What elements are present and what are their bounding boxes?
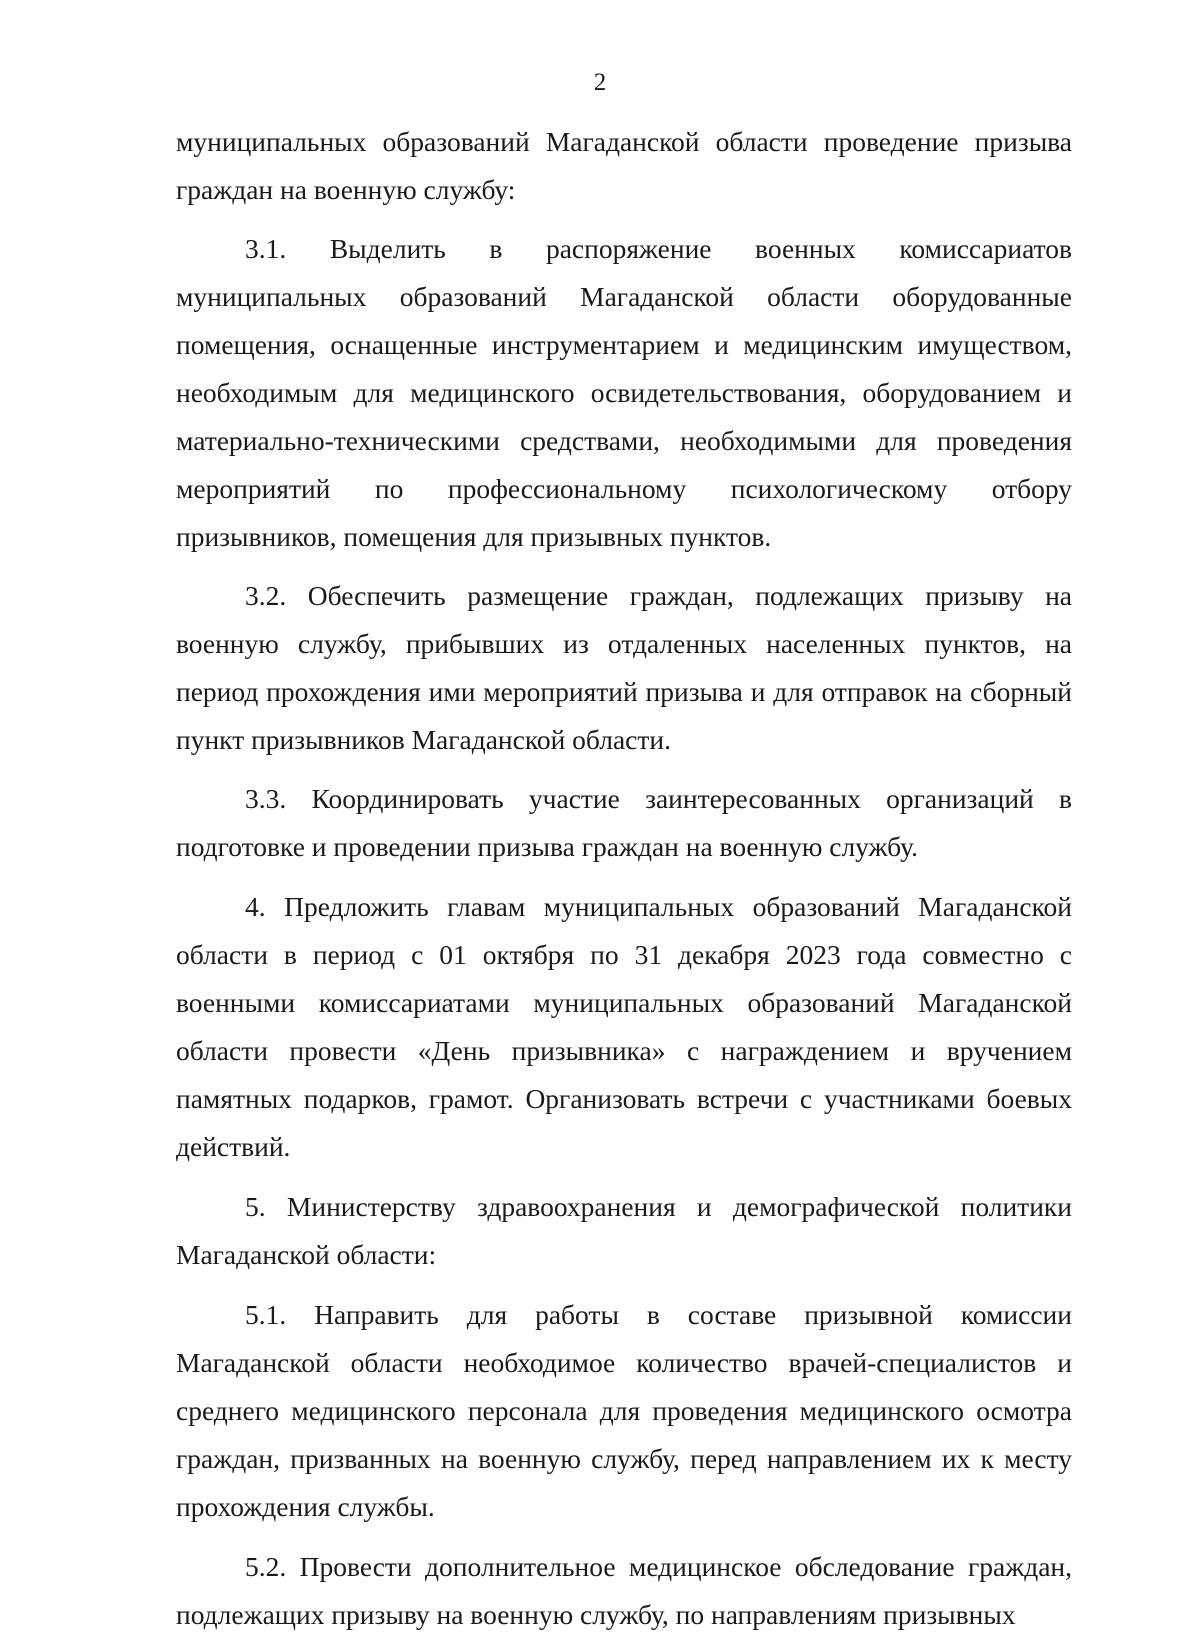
paragraph-3-3: 3.3. Координировать участие заинтересованных организаций в подготовке и проведении призыва граждан на военную службу. xyxy=(176,783,1072,862)
paragraph-5: 5. Министерству здравоохранения и демографической политики Магаданской области: xyxy=(176,1191,1072,1270)
paragraph-4: 4. Предложить главам муниципальных образований Магаданской области в период с 01 октября по 31 декабря 2023 года совместно с военными комиссариатами муниципальных образований Магаданской области провести «День призывника» с награждением и вручением памятных подарков, грамот. Организовать встречи с участниками боевых действий. xyxy=(176,891,1072,1162)
paragraph-5-1: 5.1. Направить для работы в составе призывной комиссии Магаданской области необходимое количество врачей-специалистов и среднего медицинского персонала для проведения медицинского осмотра граждан, призванных на военную службу, перед направлением их к месту прохождения службы. xyxy=(176,1299,1072,1522)
paragraph-continuation: муниципальных образований Магаданской области проведение призыва граждан на военную службу: xyxy=(176,126,1072,205)
document-body xyxy=(176,118,1072,1639)
paragraph-5-2: 5.2. Провести дополнительное медицинское обследование граждан, подлежащих призыву на военную службу, по направлениям призывных xyxy=(176,1551,1072,1630)
page-number: 2 xyxy=(593,69,607,96)
paragraph-3-1: 3.1. Выделить в распоряжение военных комиссариатов муниципальных образований Магаданской области оборудованные помещения, оснащенные инструментарием и медицинским имуществом, необходимым для медицинского освидетельствования, оборудованием и материально-техническими средствами, необходимыми для проведения мероприятий по профессиональному психологическому отбору призывников, помещения для призывных пунктов. xyxy=(176,233,1072,552)
paragraph-3-2: 3.2. Обеспечить размещение граждан, подлежащих призыву на военную службу, прибывших из отдаленных населенных пунктов, на период прохождения ими мероприятий призыва и для отправок на сборный пункт призывников Магаданской области. xyxy=(176,580,1072,755)
